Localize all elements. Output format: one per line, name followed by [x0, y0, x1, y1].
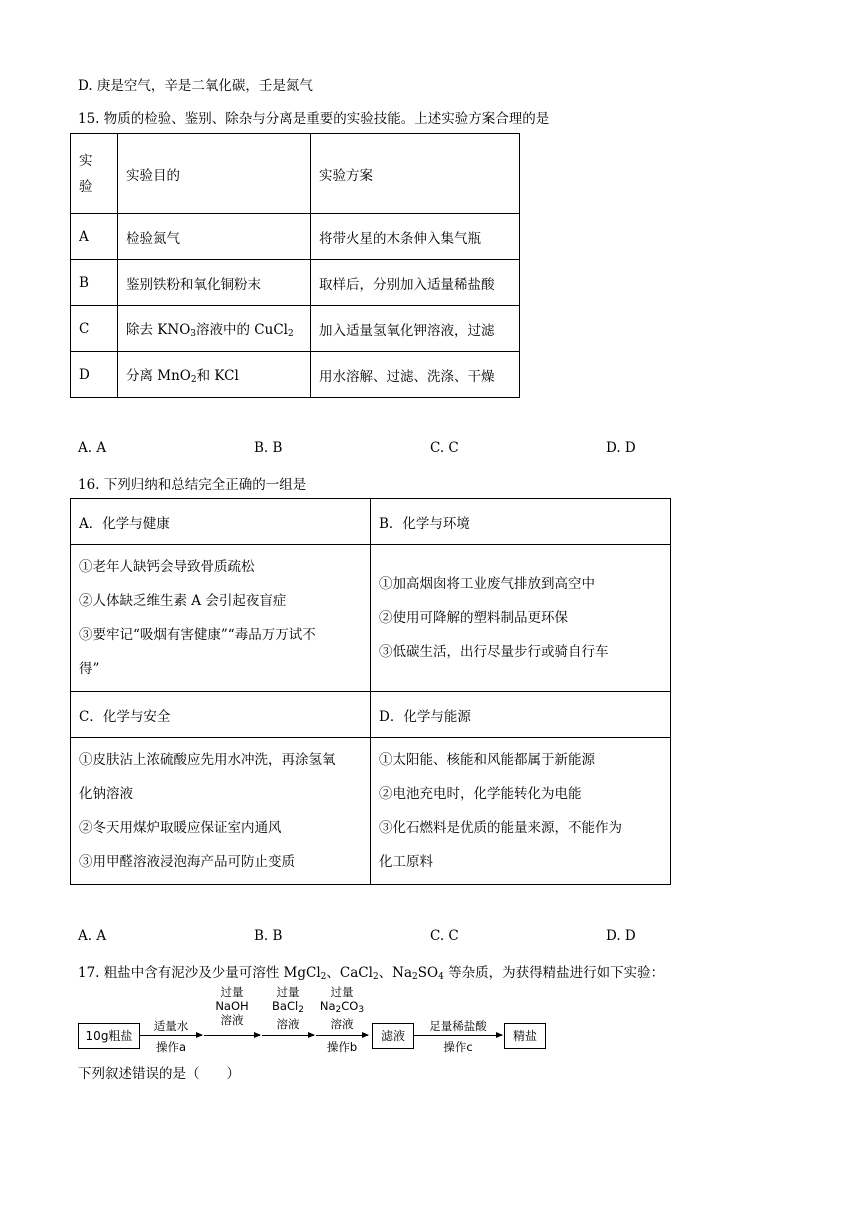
flow-diagram [72, 985, 552, 1060]
option-c[interactable]: C. C [430, 440, 459, 456]
row-purpose: 鉴别铁粉和氧化铜粉末 [118, 260, 311, 306]
box-filtrate: 滤液 [372, 1023, 414, 1049]
option-a[interactable]: A. A [78, 440, 107, 456]
table-row [71, 260, 520, 306]
q15-table [70, 133, 520, 398]
table-row [71, 352, 520, 398]
row-id: D [71, 352, 118, 398]
arrow [316, 1035, 368, 1036]
q17-question: 下列叙述错误的是（ ） [78, 1066, 240, 1082]
q16-stem: 16. 下列归纳和总结完全正确的一组是 [78, 477, 307, 493]
row-id: C [71, 306, 118, 352]
cell-c-content: ①皮肤沾上浓硫酸应先用水冲洗，再涂氢氧 化钠溶液 ②冬天用煤炉取暖应保证室内通风 ③用甲醛溶液浸泡海产品可防止变质 [71, 738, 371, 885]
row-plan: 将带火星的木条伸入集气瓶 [311, 214, 520, 260]
box-crude-salt: 10g粗盐 [78, 1023, 140, 1049]
label-water: 适量水 [153, 1019, 189, 1033]
q14-option-d: D. 庚是空气，辛是二氧化碳，壬是氮气 [78, 78, 313, 94]
table-row [71, 738, 671, 885]
row-purpose: 检验氮气 [118, 214, 311, 260]
row-id: B [71, 260, 118, 306]
table-row [71, 545, 671, 692]
row-plan: 加入适量氢氧化钾溶液，过滤 [311, 306, 520, 352]
header-plan: 实验方案 [311, 134, 520, 214]
row-id: A [71, 214, 118, 260]
cell-d-title: D．化学与能源 [371, 692, 671, 738]
arrow [414, 1035, 502, 1036]
header-char-2: 验 [79, 178, 93, 195]
row-plan: 用水溶解、过滤、洗涤、干燥 [311, 352, 520, 398]
option-b[interactable]: B. B [254, 440, 283, 456]
cell-a-content: ①老年人缺钙会导致骨质疏松 ②人体缺乏维生素 A 会引起夜盲症 ③要牢记“吸烟有害健康”“毒品万万试不 得” [71, 545, 371, 692]
label-op-b: 操作b [326, 1040, 358, 1054]
cell-b-title: B．化学与环境 [371, 499, 671, 545]
cell-d-content: ①太阳能、核能和风能都属于新能源 ②电池充电时，化学能转化为电能 ③化石燃料是优质的能量来源，不能作为 化工原料 [371, 738, 671, 885]
q16-options [78, 928, 678, 948]
cell-a-title: A．化学与健康 [71, 499, 371, 545]
row-purpose: 除去 $KNO_3$溶液中的 CuCl$_2$ [118, 306, 311, 352]
table-row [71, 499, 671, 545]
q15-stem: 15. 物质的检验、鉴别、除杂与分离是重要的实验技能。上述实验方案合理的是 [78, 111, 550, 127]
q15-options [78, 440, 678, 460]
table-row [71, 692, 671, 738]
table-row [71, 214, 520, 260]
q16-table [70, 498, 671, 885]
row-plan: 取样后，分别加入适量稀盐酸 [311, 260, 520, 306]
arrow [204, 1035, 260, 1036]
label-na2co3: 过量 $Na_2CO_3$ 溶液 [319, 985, 365, 1031]
q17-stem: 17. 粗盐中含有泥沙及少量可溶性 MgCl$_2$、CaCl$_2$、$Na_2SO_4$ 等杂质，为获得精盐进行如下实验： [78, 965, 665, 982]
option-c[interactable]: C. C [430, 928, 459, 944]
option-d[interactable]: D. D [606, 440, 636, 456]
header-purpose: 实验目的 [118, 134, 311, 214]
table-row [71, 306, 520, 352]
header-experiment [71, 134, 118, 214]
box-refined-salt: 精盐 [504, 1023, 546, 1049]
row-purpose: 分离 MnO$_2$和 KCl [118, 352, 311, 398]
header-char-1: 实 [79, 152, 93, 169]
cell-c-title: C．化学与安全 [71, 692, 371, 738]
cell-b-content: ①加高烟囱将工业废气排放到高空中 ②使用可降解的塑料制品更环保 ③低碳生活，出行尽量步行或骑自行车 [371, 545, 671, 692]
table-header-row [71, 134, 520, 214]
label-op-c: 操作c [443, 1040, 473, 1054]
label-hcl: 足量稀盐酸 [429, 1019, 487, 1033]
label-op-a: 操作a [155, 1040, 187, 1054]
option-a[interactable]: A. A [78, 928, 107, 944]
label-naoh: 过量 NaOH 溶液 [215, 985, 249, 1027]
option-b[interactable]: B. B [254, 928, 283, 944]
arrow [262, 1035, 314, 1036]
option-d[interactable]: D. D [606, 928, 636, 944]
label-bacl2: 过量 BaCl$_2$ 溶液 [272, 985, 304, 1031]
arrow [140, 1035, 202, 1036]
